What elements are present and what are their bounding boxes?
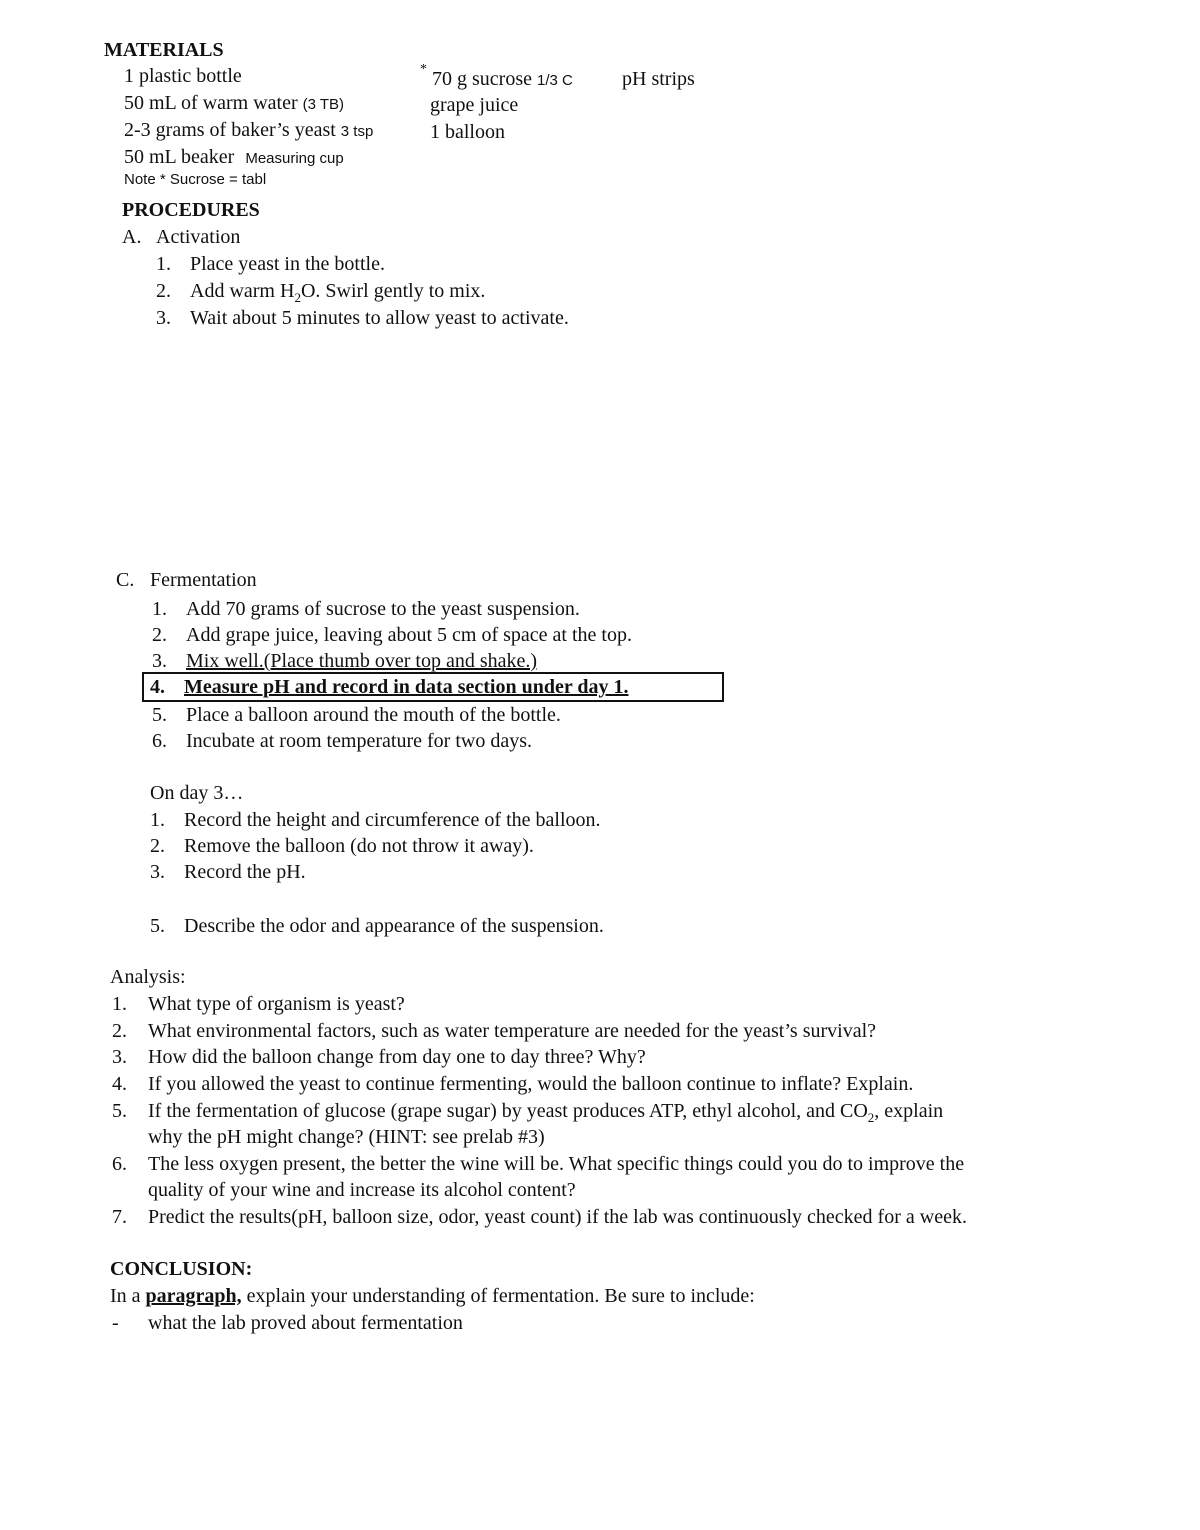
question-text: If the fermentation of glucose (grape sugar) by yeast produces ATP, ethyl alcohol, and CO (148, 1100, 868, 1122)
conclusion-intro (110, 1284, 755, 1308)
question-text: What type of organism is yeast? (148, 993, 405, 1015)
question-number: 7. (112, 1206, 127, 1228)
step-number: 1. (152, 598, 167, 620)
step-item (152, 623, 632, 647)
question-number: 4. (112, 1073, 127, 1095)
step-item (152, 649, 537, 673)
material-item: pH strips (622, 68, 695, 90)
step-number: 1. (150, 809, 165, 831)
step-number: 3. (156, 307, 171, 329)
material-note: 1/3 C (536, 72, 573, 89)
step-number: 6. (152, 730, 167, 752)
section-label: A. (122, 226, 142, 248)
step-number: 2. (152, 624, 167, 646)
analysis-question (112, 1072, 913, 1096)
step-number: 3. (152, 650, 167, 672)
question-text: Predict the results(pH, balloon size, odor, yeast count) if the lab was continuously checked for a week. (148, 1206, 967, 1228)
step-item (150, 860, 306, 884)
analysis-question (112, 1019, 876, 1043)
step-number: 5. (150, 915, 165, 937)
step-text: Measure pH and record in data section under day 1. (184, 676, 629, 698)
step-number: 3. (150, 861, 165, 883)
step-number: 2. (150, 835, 165, 857)
step-text: Incubate at room temperature for two days. (186, 730, 532, 752)
material-item (124, 118, 373, 144)
step-text: O. Swirl gently to mix. (300, 280, 486, 302)
step-number: 5. (152, 704, 167, 726)
section-title-text: Fermentation (150, 569, 257, 591)
step-number: 1. (156, 253, 171, 275)
analysis-question (112, 1045, 646, 1069)
step-number: 4. (150, 676, 165, 698)
question-number: 2. (112, 1020, 127, 1042)
material-text: 70 g sucrose (432, 68, 532, 90)
step-text: Record the height and circumference of the balloon. (184, 809, 601, 831)
step-item (152, 597, 580, 621)
conclusion-heading: CONCLUSION: (110, 1258, 253, 1280)
materials-note: Note * Sucrose = tabl (124, 171, 267, 188)
step-text: Wait about 5 minutes to allow yeast to activate. (190, 307, 569, 329)
step-item (150, 914, 604, 938)
question-number: 1. (112, 993, 127, 1015)
step-text: Add warm H (190, 280, 295, 302)
material-item: 1 balloon (430, 121, 505, 143)
step-text: Place a balloon around the mouth of the bottle. (186, 704, 561, 726)
step-number: 2. (156, 280, 171, 302)
material-item (432, 67, 573, 93)
asterisk: * (420, 62, 427, 77)
analysis-question-continued: quality of your wine and increase its alcohol content? (148, 1179, 576, 1201)
question-text: , explain (874, 1100, 944, 1122)
conclusion-bullet (112, 1311, 463, 1335)
analysis-question (112, 992, 405, 1016)
step-text: Remove the balloon (do not throw it away). (184, 835, 534, 857)
analysis-question (112, 1205, 967, 1229)
analysis-question (112, 1152, 964, 1176)
section-a-title (122, 225, 240, 249)
step-item-highlighted (150, 675, 628, 699)
conclusion-emphasis: paragraph, (145, 1285, 242, 1307)
material-note: 3 tsp (340, 123, 374, 140)
material-text: 2-3 grams of baker’s yeast (124, 119, 336, 141)
step-item (152, 729, 532, 753)
material-text: 50 mL beaker (124, 146, 235, 168)
section-c-title (116, 568, 257, 592)
step-text: Mix well.(Place thumb over top and shake.) (186, 650, 538, 672)
step-item (150, 808, 601, 832)
section-label: C. (116, 569, 135, 591)
step-item (156, 252, 385, 276)
material-item: 1 plastic bottle (124, 65, 242, 87)
material-text: 50 mL of warm water (124, 92, 298, 114)
step-text: Add grape juice, leaving about 5 cm of space at the top. (186, 624, 632, 646)
question-text: If you allowed the yeast to continue fermenting, would the balloon continue to inflate? Explain. (148, 1073, 914, 1095)
question-number: 5. (112, 1100, 127, 1122)
step-text: Add 70 grams of sucrose to the yeast suspension. (186, 598, 580, 620)
analysis-heading: Analysis: (110, 966, 186, 988)
step-item (152, 703, 561, 727)
question-number: 6. (112, 1153, 127, 1175)
conclusion-text: In a (110, 1285, 146, 1307)
question-text: What environmental factors, such as water temperature are needed for the yeast’s survival? (148, 1020, 877, 1042)
subscript: 2 (867, 1110, 875, 1125)
material-item (124, 91, 344, 117)
bullet-mark: - (112, 1312, 119, 1334)
step-text: Record the pH. (184, 861, 306, 883)
procedures-heading: PROCEDURES (122, 199, 260, 221)
materials-heading: MATERIALS (104, 39, 224, 61)
day3-title: On day 3… (150, 782, 244, 804)
question-text: The less oxygen present, the better the wine will be. What specific things could you do to improve the (148, 1153, 965, 1175)
step-item (150, 834, 534, 858)
material-item: grape juice (430, 94, 519, 116)
step-text: Describe the odor and appearance of the suspension. (184, 915, 604, 937)
question-number: 3. (112, 1046, 127, 1068)
step-text: Place yeast in the bottle. (190, 253, 385, 275)
subscript: 2 (294, 290, 301, 305)
analysis-question-continued: why the pH might change? (HINT: see prelab #3) (148, 1126, 545, 1148)
section-title-text: Activation (156, 226, 241, 248)
conclusion-text: explain your understanding of fermentation. Be sure to include: (241, 1285, 755, 1307)
material-note: (3 TB) (302, 96, 345, 113)
step-item (156, 306, 569, 330)
question-text: How did the balloon change from day one to day three? Why? (148, 1046, 646, 1068)
material-note: Measuring cup (245, 150, 344, 167)
bullet-text: what the lab proved about fermentation (148, 1312, 463, 1334)
